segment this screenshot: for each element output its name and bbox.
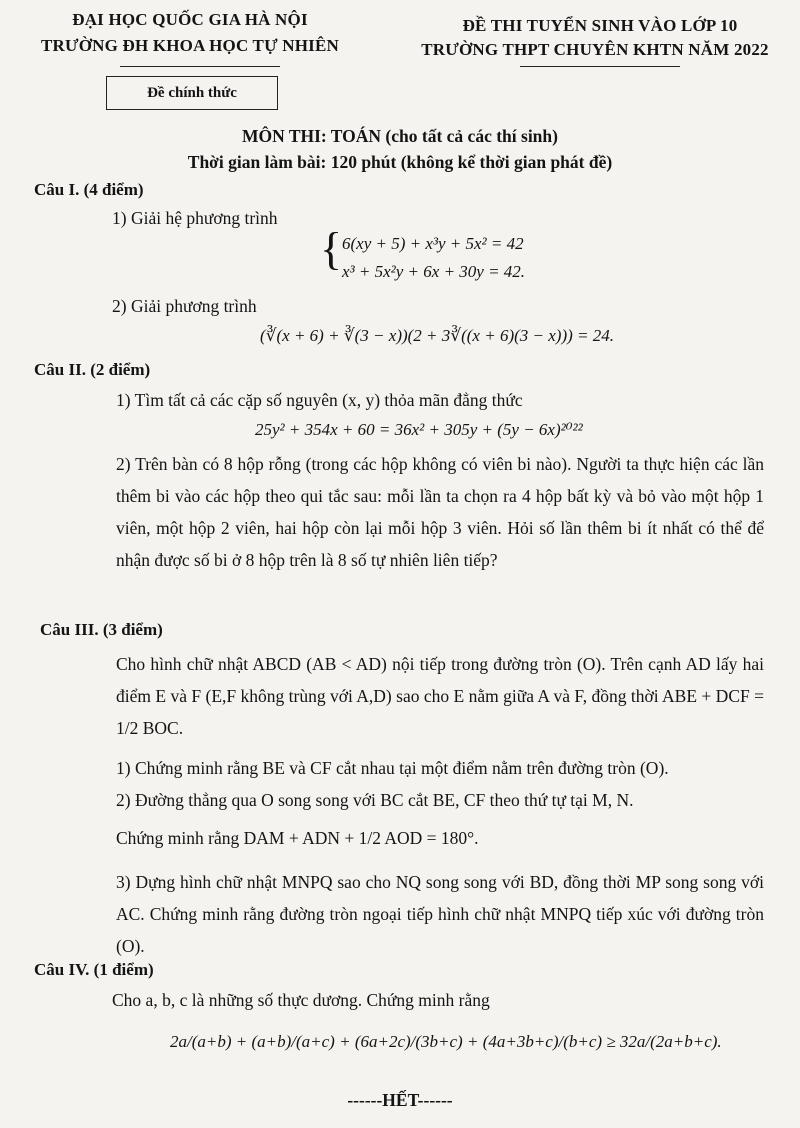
q1-equation: (∛(x + 6) + ∛(3 − x))(2 + 3∛((x + 6)(3 − x))) = 24. [260,326,614,345]
exam-school-year: TRƯỜNG THPT CHUYÊN KHTN NĂM 2022 [421,40,769,59]
q3-part3-text: 3) Dựng hình chữ nhật MNPQ sao cho NQ song song với BD, đồng thời MP song song với AC. Chứng minh rằng đường tròn ngoại tiếp hình chữ nhật MNPQ tiếp xúc với đường tròn (O). [116,872,764,956]
q1-system-eq1: 6(xy + 5) + x³y + 5x² = 42 [342,234,524,253]
university-name: ĐẠI HỌC QUỐC GIA HÀ NỘI [72,10,308,29]
header-divider-right [520,66,680,67]
time-limit: Thời gian làm bài: 120 phút (không kể thời gian phát đề) [187,152,613,172]
q3-heading: Câu III. (3 điểm) [40,620,163,639]
official-exam-box [106,76,278,110]
header-divider-left [120,66,280,67]
q1-system-eq2: x³ + 5x²y + 6x + 30y = 42. [342,262,526,281]
exam-name: ĐỀ THI TUYỂN SINH VÀO LỚP 10 [462,16,738,35]
end-mark: ------HẾT------ [347,1090,453,1110]
q2-heading: Câu II. (2 điểm) [34,360,151,379]
q3-part2a-text: 2) Đường thẳng qua O song song với BC cắt BE, CF theo thứ tự tại M, N. [116,790,634,810]
subject-title: MÔN THI: TOÁN (cho tất cả các thí sinh) [242,126,558,146]
q4-heading: Câu IV. (1 điểm) [34,960,154,979]
q2-part1-text: 1) Tìm tất cả các cặp số nguyên (x, y) thỏa mãn đẳng thức [116,390,523,410]
q4-part1-text: Cho a, b, c là những số thực dương. Chứng minh rằng [112,990,490,1010]
system-brace: { [320,223,343,274]
q3-intro-text: Cho hình chữ nhật ABCD (AB < AD) nội tiếp trong đường tròn (O). Trên cạnh AD lấy hai điểm E và F (E,F không trùng với A,D) sao cho E nằm giữa A và F, đồng thời ABE + DCF = 1/2 BOC. [116,654,764,738]
q2-equation: 25y² + 354x + 60 = 36x² + 305y + (5y − 6x)²⁰²² [255,420,583,439]
q3-part2b-text: Chứng minh rằng DAM + ADN + 1/2 AOD = 180°. [116,828,479,848]
school-name: TRƯỜNG ĐH KHOA HỌC TỰ NHIÊN [40,36,340,55]
q4-inequality: 2a/(a+b) + (a+b)/(a+c) + (6a+2c)/(3b+c) + (4a+3b+c)/(b+c) ≥ 32a/(2a+b+c). [170,1032,722,1051]
q3-part1-text: 1) Chứng minh rằng BE và CF cắt nhau tại một điểm nằm trên đường tròn (O). [116,758,669,778]
q1-heading: Câu I. (4 điểm) [34,180,144,199]
q2-part2-text: 2) Trên bàn có 8 hộp rỗng (trong các hộp không có viên bi nào). Người ta thực hiện các lần thêm bi vào các hộp theo qui tắc sau: mỗi lần ta chọn ra 4 hộp bất kỳ và bỏ vào một hộp 1 viên, một hộp 2 viên, hai hộp còn lại mỗi hộp 3 viên. Hỏi số lần thêm bi ít nhất có thể để nhận được số bi ở 8 hộp trên là 8 số tự nhiên liên tiếp? [116,454,764,570]
q1-part1-text: 1) Giải hệ phương trình [112,208,278,228]
q1-part2-text: 2) Giải phương trình [112,296,257,316]
official-label: Đề chính thức [147,85,237,101]
